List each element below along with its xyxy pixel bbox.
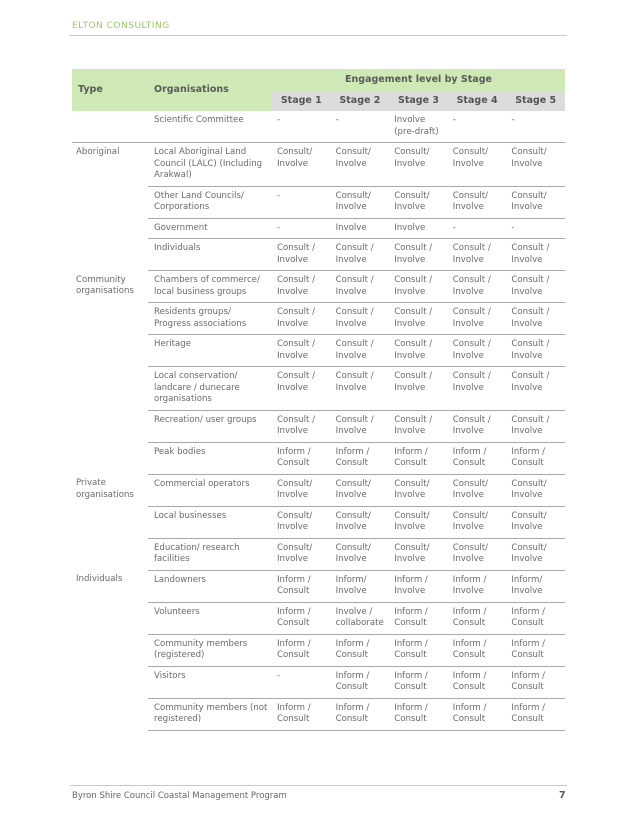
stage-5-cell: - [506, 218, 565, 239]
stage-3-cell: Consult / Involve [389, 239, 448, 271]
row-type-cell: Individuals [76, 574, 123, 584]
organisation-cell: Local businesses [148, 506, 272, 538]
stage-3-cell: Consult/ Involve [389, 506, 448, 538]
stage-2-cell: Consult/ Involve [331, 538, 390, 570]
stage-5-cell: Consult/ Involve [506, 506, 565, 538]
stage-5-cell: Inform / Consult [506, 666, 565, 698]
stage-1-cell: Consult/ Involve [272, 538, 331, 570]
stage-5-cell: Consult/ Involve [506, 474, 565, 506]
stage-2-cell: Consult / Involve [331, 367, 390, 411]
stage-5-cell: Consult / Involve [506, 271, 565, 303]
table-row [72, 143, 565, 187]
stage-1-cell: Consult / Involve [272, 410, 331, 442]
stage-3-cell: Consult / Involve [389, 335, 448, 367]
stage-1-cell: - [272, 666, 331, 698]
stage-3-cell: Consult/ Involve [389, 186, 448, 218]
stage-5-cell: Inform/ Involve [506, 570, 565, 602]
stage-2-cell: Involve [331, 218, 390, 239]
stage-2-cell: Inform / Consult [331, 634, 390, 666]
stage-4-cell: Consult/ Involve [448, 506, 507, 538]
organisation-cell: Education/ research facilities [148, 538, 272, 570]
row-type-cell [72, 111, 148, 143]
stage-4-cell: Consult / Involve [448, 239, 507, 271]
stage-3-cell: Inform / Consult [389, 602, 448, 634]
table-row [72, 474, 565, 506]
stage-1-cell: Consult/ Involve [272, 506, 331, 538]
organisation-cell: Government [148, 218, 272, 239]
stage-4-cell: Consult / Involve [448, 271, 507, 303]
stage-1-cell: Consult / Involve [272, 335, 331, 367]
stage-1-cell: Inform / Consult [272, 634, 331, 666]
stage-1-cell: - [272, 218, 331, 239]
organisation-cell: Community members (registered) [148, 634, 272, 666]
stage-5-cell: Consult/ Involve [506, 143, 565, 187]
stage-3-cell: Involve (pre-draft) [389, 111, 448, 143]
stage-5-cell: Consult / Involve [506, 239, 565, 271]
stage-3-cell: Consult / Involve [389, 367, 448, 411]
stage-3-cell: Consult / Involve [389, 271, 448, 303]
stage-4-cell: - [448, 111, 507, 143]
stage-5-cell: Consult / Involve [506, 335, 565, 367]
stage-3-cell: Inform / Involve [389, 570, 448, 602]
table-row [72, 271, 565, 303]
stage-1-cell: Inform / Consult [272, 698, 331, 730]
stage-5-cell: Inform / Consult [506, 442, 565, 474]
header-stage-1: Stage 1 [272, 91, 331, 111]
stage-2-cell: Consult / Involve [331, 303, 390, 335]
header-divider [70, 35, 567, 36]
organisation-cell: Individuals [148, 239, 272, 271]
stage-4-cell: Inform / Involve [448, 570, 507, 602]
stage-2-cell: Consult/ Involve [331, 506, 390, 538]
stage-3-cell: Consult/ Involve [389, 538, 448, 570]
stage-1-cell: Inform / Consult [272, 442, 331, 474]
header-engagement-level: Engagement level by Stage [272, 69, 565, 91]
stage-4-cell: Consult / Involve [448, 303, 507, 335]
row-type-cell: Private organisations [76, 478, 134, 500]
footer-document-title: Byron Shire Council Coastal Management Program [72, 791, 287, 801]
organisation-cell: Chambers of commerce/ local business groups [148, 271, 272, 303]
stage-2-cell: - [331, 111, 390, 143]
organisation-cell: Peak bodies [148, 442, 272, 474]
header-organisations: Organisations [148, 69, 272, 111]
stage-4-cell: Inform / Consult [448, 602, 507, 634]
stage-4-cell: Inform / Consult [448, 634, 507, 666]
company-brand: ELTON CONSULTING [72, 21, 170, 31]
organisation-cell: Recreation/ user groups [148, 410, 272, 442]
stage-2-cell: Inform / Consult [331, 442, 390, 474]
stage-3-cell: Consult/ Involve [389, 474, 448, 506]
row-type-cell: Community organisations [76, 274, 134, 296]
stage-4-cell: Inform / Consult [448, 442, 507, 474]
stage-2-cell: Inform/ Involve [331, 570, 390, 602]
stage-3-cell: Inform / Consult [389, 666, 448, 698]
stage-5-cell: Inform / Consult [506, 602, 565, 634]
stage-4-cell: Consult / Involve [448, 367, 507, 411]
stage-2-cell: Consult / Involve [331, 271, 390, 303]
stage-3-cell: Consult / Involve [389, 303, 448, 335]
page-number: 7 [559, 790, 566, 801]
engagement-table [72, 69, 565, 731]
stage-3-cell: Inform / Consult [389, 634, 448, 666]
stage-5-cell: Inform / Consult [506, 634, 565, 666]
stage-5-cell: Consult/ Involve [506, 538, 565, 570]
stage-4-cell: - [448, 218, 507, 239]
stage-1-cell: Consult/ Involve [272, 474, 331, 506]
stage-3-cell: Consult/ Involve [389, 143, 448, 187]
header-stage-4: Stage 4 [448, 91, 507, 111]
table-row [72, 570, 565, 602]
organisation-cell: Local Aboriginal Land Council (LALC) (Including Arakwal) [148, 143, 272, 187]
stage-1-cell: Consult / Involve [272, 271, 331, 303]
header-stage-5: Stage 5 [506, 91, 565, 111]
stage-2-cell: Consult / Involve [331, 335, 390, 367]
stage-1-cell: Consult / Involve [272, 239, 331, 271]
organisation-cell: Commercial operators [148, 474, 272, 506]
stage-1-cell: Consult / Involve [272, 303, 331, 335]
organisation-cell: Visitors [148, 666, 272, 698]
stage-2-cell: Inform / Consult [331, 698, 390, 730]
stage-4-cell: Inform / Consult [448, 666, 507, 698]
stage-1-cell: Inform / Consult [272, 570, 331, 602]
stage-5-cell: Inform / Consult [506, 698, 565, 730]
organisation-cell: Landowners [148, 570, 272, 602]
stage-5-cell: Consult / Involve [506, 410, 565, 442]
stage-5-cell: - [506, 111, 565, 143]
stage-3-cell: Consult / Involve [389, 410, 448, 442]
header-type: Type [72, 69, 148, 111]
stage-1-cell: Consult / Involve [272, 367, 331, 411]
organisation-cell: Community members (not registered) [148, 698, 272, 730]
stage-5-cell: Consult / Involve [506, 367, 565, 411]
stage-5-cell: Consult/ Involve [506, 186, 565, 218]
table-row [72, 111, 565, 143]
stage-2-cell: Consult/ Involve [331, 143, 390, 187]
stage-4-cell: Consult/ Involve [448, 538, 507, 570]
stage-3-cell: Inform / Consult [389, 442, 448, 474]
stage-3-cell: Inform / Consult [389, 698, 448, 730]
organisation-cell: Heritage [148, 335, 272, 367]
stage-2-cell: Consult/ Involve [331, 186, 390, 218]
organisation-cell: Scientific Committee [148, 111, 272, 143]
stage-3-cell: Involve [389, 218, 448, 239]
table-body [72, 111, 565, 730]
stage-2-cell: Consult / Involve [331, 239, 390, 271]
footer-divider [70, 785, 567, 786]
organisation-cell: Volunteers [148, 602, 272, 634]
stage-2-cell: Consult / Involve [331, 410, 390, 442]
organisation-cell: Local conservation/ landcare / dunecare organisations [148, 367, 272, 411]
header-stage-3: Stage 3 [389, 91, 448, 111]
stage-1-cell: - [272, 111, 331, 143]
stage-5-cell: Consult / Involve [506, 303, 565, 335]
stage-4-cell: Consult/ Involve [448, 186, 507, 218]
stage-4-cell: Consult/ Involve [448, 474, 507, 506]
stage-1-cell: Consult/ Involve [272, 143, 331, 187]
stage-1-cell: Inform / Consult [272, 602, 331, 634]
row-type-cell: Aboriginal [76, 147, 120, 157]
stage-2-cell: Consult/ Involve [331, 474, 390, 506]
stage-4-cell: Consult / Involve [448, 335, 507, 367]
stage-1-cell: - [272, 186, 331, 218]
organisation-cell: Other Land Councils/ Corporations [148, 186, 272, 218]
stage-2-cell: Involve / collaborate [331, 602, 390, 634]
stage-4-cell: Inform / Consult [448, 698, 507, 730]
stage-2-cell: Inform / Consult [331, 666, 390, 698]
stage-4-cell: Consult/ Involve [448, 143, 507, 187]
header-stage-2: Stage 2 [331, 91, 390, 111]
organisation-cell: Residents groups/ Progress associations [148, 303, 272, 335]
stage-4-cell: Consult / Involve [448, 410, 507, 442]
